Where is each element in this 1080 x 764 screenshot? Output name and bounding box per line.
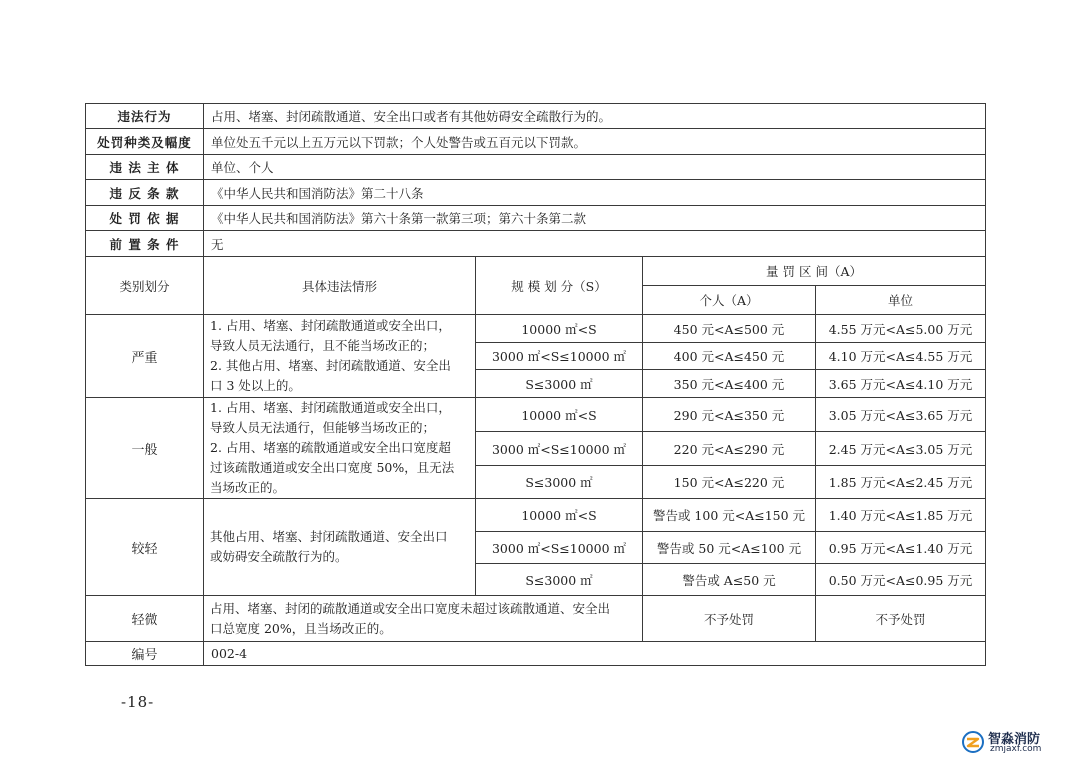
info-row-penalty-type (86, 129, 986, 155)
info-row-subject (86, 155, 986, 180)
individual-penalty-cell: 400 元<A≤450 元 (643, 343, 816, 370)
unit-penalty-cell: 1.40 万元<A≤1.85 万元 (816, 499, 986, 532)
individual-penalty-cell: 220 元<A≤290 元 (643, 432, 816, 466)
situation-line: 2. 占用、堵塞的疏散通道或安全出口宽度超 (210, 440, 451, 455)
info-row-precondition (86, 231, 986, 257)
info-label: 处罚种类及幅度 (86, 129, 204, 155)
code-row (86, 642, 986, 666)
unit-penalty-cell: 4.10 万元<A≤4.55 万元 (816, 343, 986, 370)
info-value: 《中华人民共和国消防法》第二十八条 (204, 180, 986, 206)
situation-line: 导致人员无法通行，但能够当场改正的； (210, 420, 436, 435)
individual-penalty-cell: 290 元<A≤350 元 (643, 398, 816, 432)
situation-line: 过该疏散通道或安全出口宽度 50%，且无法 (210, 460, 455, 475)
situation-line: 或妨碍安全疏散行为的。 (210, 549, 348, 564)
situation-line: 占用、堵塞、封闭的疏散通道或安全出口宽度未超过该疏散通道、安全出 (210, 600, 611, 616)
info-label: 处 罚 依 据 (86, 206, 204, 231)
situation-text (204, 398, 476, 499)
category-name: 较轻 (86, 499, 204, 596)
header-category: 类别划分 (86, 257, 204, 315)
individual-penalty-cell: 警告或 A≤50 元 (643, 564, 816, 596)
info-value: 单位、个人 (204, 155, 986, 180)
situation-line: 2. 其他占用、堵塞、封闭疏散通道、安全出 (210, 358, 451, 373)
situation-line: 1. 占用、堵塞、封闭疏散通道或安全出口， (210, 318, 451, 333)
code-value: 002-4 (204, 642, 986, 666)
unit-penalty-cell: 0.95 万元<A≤1.40 万元 (816, 532, 986, 564)
header-unit: 单位 (816, 286, 986, 315)
scale-cell: 3000 ㎡<S≤10000 ㎡ (476, 343, 643, 370)
scale-cell: S≤3000 ㎡ (476, 466, 643, 499)
unit-penalty-cell: 4.55 万元<A≤5.00 万元 (816, 315, 986, 343)
category-name: 严重 (86, 315, 204, 398)
logo-name: 智淼消防 (988, 732, 1041, 747)
category-name: 一般 (86, 398, 204, 499)
scale-cell: 10000 ㎡<S (476, 398, 643, 432)
scale-cell: 3000 ㎡<S≤10000 ㎡ (476, 432, 643, 466)
header-scale: 规 模 划 分（S） (476, 257, 643, 315)
header-penalty-range: 量 罚 区 间（A） (643, 257, 986, 286)
situation-text (204, 315, 476, 398)
situation-line: 当场改正的。 (210, 480, 286, 495)
situation-text (204, 596, 643, 642)
table-row (86, 499, 986, 532)
scale-cell: 3000 ㎡<S≤10000 ㎡ (476, 532, 643, 564)
unit-penalty-cell: 3.05 万元<A≤3.65 万元 (816, 398, 986, 432)
info-label: 前 置 条 件 (86, 231, 204, 257)
individual-penalty-cell: 警告或 100 元<A≤150 元 (643, 499, 816, 532)
situation-line: 口 3 处以上的。 (210, 378, 301, 393)
header-individual: 个人（A） (643, 286, 816, 315)
scale-cell: S≤3000 ㎡ (476, 564, 643, 596)
table-row (86, 315, 986, 343)
individual-penalty-cell: 450 元<A≤500 元 (643, 315, 816, 343)
watermark-logo (962, 728, 1057, 756)
info-value: 无 (204, 231, 986, 257)
info-value: 单位处五千元以上五万元以下罚款；个人处警告或五百元以下罚款。 (204, 129, 986, 155)
unit-penalty-cell: 3.65 万元<A≤4.10 万元 (816, 370, 986, 398)
individual-penalty-cell: 350 元<A≤400 元 (643, 370, 816, 398)
info-row-violation (86, 104, 986, 129)
info-value: 《中华人民共和国消防法》第六十条第一款第三项；第六十条第二款 (204, 206, 986, 231)
table-row-minor (86, 596, 986, 642)
code-label: 编号 (86, 642, 204, 666)
situation-line: 导致人员无法通行，且不能当场改正的； (210, 338, 436, 353)
individual-penalty-cell: 150 元<A≤220 元 (643, 466, 816, 499)
situation-text (204, 499, 476, 596)
table-row (86, 398, 986, 432)
situation-line: 1. 占用、堵塞、封闭疏散通道或安全出口， (210, 400, 451, 415)
info-label: 违 反 条 款 (86, 180, 204, 206)
individual-penalty-cell: 不予处罚 (643, 596, 816, 642)
category-name: 轻微 (86, 596, 204, 642)
logo-site: zmjaxf.com (990, 744, 1042, 754)
unit-penalty-cell: 不予处罚 (816, 596, 986, 642)
penalty-table (85, 103, 986, 666)
situation-line: 口总宽度 20%，且当场改正的。 (210, 620, 392, 636)
scale-cell: 10000 ㎡<S (476, 499, 643, 532)
info-label: 违 法 主 体 (86, 155, 204, 180)
info-label: 违法行为 (86, 104, 204, 129)
scale-cell: 10000 ㎡<S (476, 315, 643, 343)
info-row-violated-article (86, 180, 986, 206)
situation-line: 其他占用、堵塞、封闭疏散通道、安全出口 (210, 529, 448, 544)
header-row (86, 257, 986, 286)
logo-icon (962, 731, 984, 753)
info-value: 占用、堵塞、封闭疏散通道、安全出口或者有其他妨碍安全疏散行为的。 (204, 104, 986, 129)
page-number: -18- (121, 693, 155, 711)
unit-penalty-cell: 2.45 万元<A≤3.05 万元 (816, 432, 986, 466)
header-situation: 具体违法情形 (204, 257, 476, 315)
individual-penalty-cell: 警告或 50 元<A≤100 元 (643, 532, 816, 564)
unit-penalty-cell: 0.50 万元<A≤0.95 万元 (816, 564, 986, 596)
unit-penalty-cell: 1.85 万元<A≤2.45 万元 (816, 466, 986, 499)
info-row-legal-basis (86, 206, 986, 231)
scale-cell: S≤3000 ㎡ (476, 370, 643, 398)
